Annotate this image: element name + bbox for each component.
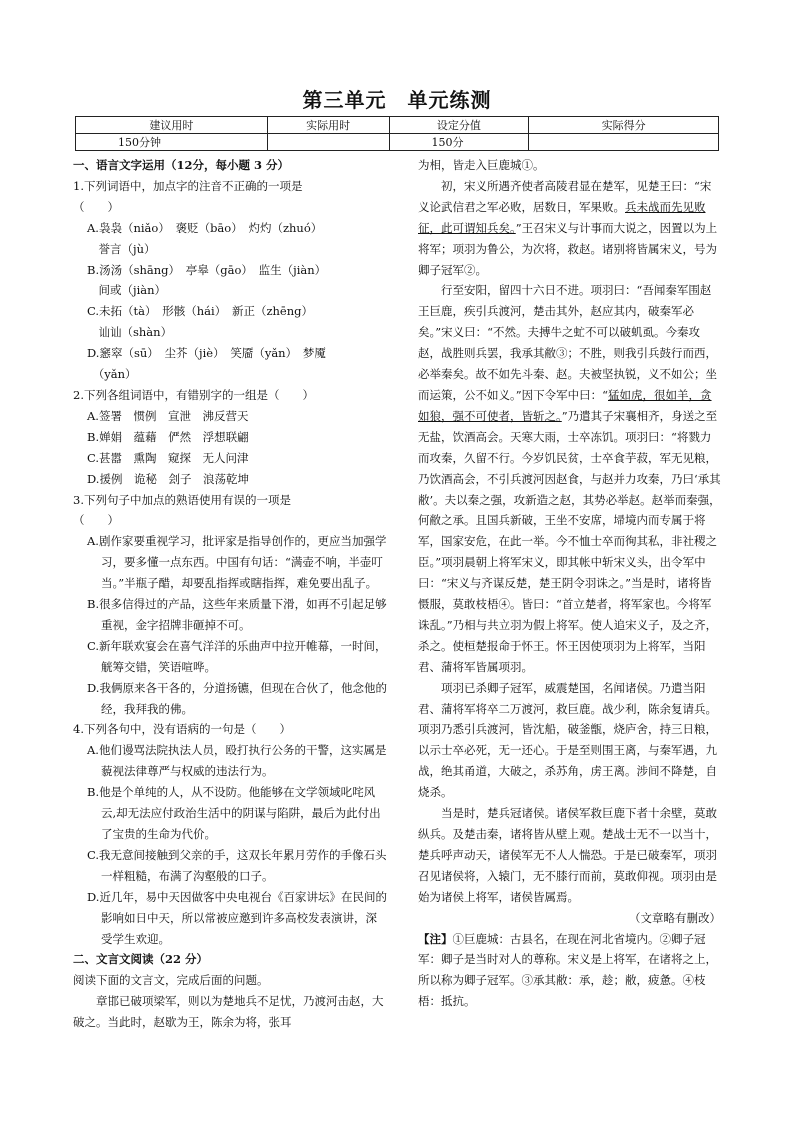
page-title: 第三单元 单元练测 — [302, 88, 492, 112]
passage-paragraph-1-cont: 为相，皆走入巨鹿城①。 — [418, 158, 545, 172]
question-1-blank: （ ） — [73, 199, 119, 214]
section-heading-classical: 二、文言文阅读（22 分） — [73, 952, 209, 967]
value-set-score-text: 150分 — [431, 136, 464, 149]
passage-paragraph-5: 当是时，楚兵冠诸侯。诸侯军救巨鹿下者十余壁，莫敢纵兵。及楚击秦，诸将皆从壁上观。楚战士无不一以当十，楚兵呼声动天，诸侯军无不人人惴恐。于是已破秦军，项羽召见诸侯将，入辕门，无不膝行而前，莫敢仰视。项羽由是始为诸侯上将军，诸侯皆属焉。 — [418, 806, 717, 904]
value-set-score — [389, 134, 529, 151]
question-4: 4.下列各句中，没有语病的一句是（ ） — [73, 722, 291, 737]
question-2-option-b: B.婵娟 蕴藉 俨然 浮想联翩 — [87, 429, 249, 444]
annotation-label: 【注】 — [418, 931, 453, 946]
question-1-option-a-cont: 誉言（jù） — [87, 241, 156, 256]
underlined-sentence-1: 兵未战而先见败征，此可谓知兵矣。 — [418, 199, 706, 235]
time-score-table — [75, 116, 719, 151]
header-actual-score: 实际得分 — [529, 117, 719, 134]
section-heading-language: 一、语言文字运用（12分，每小题 3 分） — [73, 158, 290, 172]
value-suggested-time — [76, 134, 268, 151]
value-suggested-time-text: 150分钟 — [118, 136, 161, 149]
question-3-option-d: D.我俩原来各干各的，分道扬镳，但现在合伙了，他念他的经，我拜我的佛。 — [87, 680, 387, 716]
question-4-option-d: D.近几年，易中天因做客中央电视台《百家讲坛》在民间的影响如日中天，所以常被应邀到许多高校发表演讲，深受学生欢迎。 — [87, 889, 387, 946]
annotation-text: ①巨鹿城：古县名，在现在河北省境内。②卿子冠军：卿子是当时对人的尊称。宋义是上将军，在诸将之上，所以称为卿子冠军。③承其敝：承，趁；敝，疲惫。④枝梧：抵抗。 — [418, 931, 717, 1009]
question-4-option-a: A.他们谩骂法院执法人员，殴打执行公务的干警，这实属是藐视法律尊严与权威的违法行为。 — [87, 743, 387, 779]
question-3-option-c: C.新年联欢宴会在喜气洋洋的乐曲声中拉开帷幕，一时间，觥筹交错，笑语喧哗。 — [87, 638, 387, 674]
right-column — [418, 155, 721, 1012]
question-1-option-c: C.未拓（tà） 形骸（hái） 新正（zhēng） — [87, 304, 314, 319]
question-2-option-d: D.援例 诡秘 刽子 浪荡乾坤 — [87, 471, 249, 486]
question-2: 2.下列各组词语中，有错别字的一组是（ ） — [73, 387, 314, 402]
header-suggested-time: 建议用时 — [76, 117, 268, 134]
question-4-option-c: C.我无意间接触到父亲的手，这双长年累月劳作的手像石头一样粗糙，布满了沟壑般的口子。 — [87, 847, 387, 883]
question-1-option-c-cont: 讪讪（shàn） — [87, 325, 173, 340]
source-note: （文章略有删改） — [629, 910, 721, 925]
question-1-option-a: A.袅袅（niǎo） 褒贬（bāo） 灼灼（zhuó） — [87, 220, 323, 235]
header-set-score: 设定分值 — [389, 117, 529, 134]
value-actual-time[interactable] — [267, 134, 389, 151]
passage-paragraph-3-text-b: ”乃遣其子宋襄相齐，身送之至无盐，饮酒高会。天寒大雨，士卒冻饥。项羽曰：“将戮力而攻秦，久留不行。今岁饥民贫，士卒食芋菽，军无见粮，乃饮酒高会，不引兵渡河因赵食，与赵并力攻秦，乃曰‘承其敝’。夫以秦之强，攻新造之赵，其势必举赵。赵举而秦强，何敝之承。且国兵新破，王坐不安席，埽境内而专属于将军，国家安危，在此一举。今不恤士卒而徇其私，非社稷之臣。”项羽晨朝上将军宋义，即其帐中斩宋义头，出令军中曰：“宋义与齐谋反楚，楚王阴令羽诛之。”当是时，诸将皆慑服，莫敢枝梧④。皆曰：“首立楚者，将军家也。今将军诛乱。”乃相与共立羽为假上将军。使人追宋义子，及之齐，杀之。使桓楚报命于怀王。怀王因使项羽为上将军，当阳君、蒲将军皆属项羽。 — [418, 408, 721, 674]
passage-paragraph-3-text-a: 行至安阳，留四十六日不进。项羽曰：“吾闻秦军围赵王巨鹿，疾引兵渡河，楚击其外，赵应其内，破秦军必矣。”宋义曰：“不然。夫搏牛之虻不可以破虮虱。今秦攻赵，战胜则兵罢，我承其敝③；不胜，则我引兵鼓行而西，必举秦矣。故不如先斗秦、赵。夫被坚执锐，义不如公；坐而运策，公不如义。”因下令军中曰：“ — [418, 283, 717, 402]
question-3-option-b: B.很多信得过的产品，这些年来质量下滑，如再不引起足够重视，金字招牌非砸掉不可。 — [87, 597, 387, 632]
value-actual-score[interactable] — [529, 134, 719, 151]
passage-paragraph-3 — [418, 280, 721, 677]
passage-paragraph-2 — [418, 176, 721, 281]
left-column — [73, 155, 388, 1033]
question-1: 1.下列词语中，加点字的注音不正确的一项是 — [73, 178, 303, 193]
question-1-option-d: D.窸窣（sū） 尘芥（jiè） 笑靥（yǎn） 梦魇 — [87, 346, 326, 361]
question-1-option-b: B.汤汤（shāng） 亭皋（gāo） 监生（jiàn） — [87, 262, 327, 277]
question-3-option-a: A.剧作家要重视学习，批评家是指导创作的，更应当加强学习，要多懂一点东西。中国有句话：“满壶不响，半壶叮当。”半瓶子醋，却要乱指挥或瞎指挥，难免要出乱子。 — [87, 534, 387, 591]
underlined-sentence-2: 猛如虎，很如羊，贪如狼，强不可使者，皆斩之。 — [418, 387, 712, 423]
passage-paragraph-4: 项羽已杀卿子冠军，威震楚国，名闻诸侯。乃遣当阳君、蒲将军将卒二万渡河，救巨鹿。战少利，陈余复请兵。项羽乃悉引兵渡河，皆沈船，破釜甑，烧庐舍，持三日粮，以示士卒必死，无一还心。于是至则围王离，与秦军遇，九战，绝其甬道，大破之，杀苏角，虏王离。涉间不降楚，自烧杀。 — [418, 680, 717, 800]
question-2-option-a: A.签署 惯例 宣泄 沸反营天 — [87, 408, 249, 423]
question-3: 3.下列句子中加点的熟语使用有误的一项是 — [73, 492, 291, 507]
passage-paragraph-1: 章邯已破项梁军，则以为楚地兵不足忧，乃渡河击赵，大破之。当此时，赵歇为王，陈余为将，张耳 — [73, 994, 384, 1030]
passage-paragraph-2-text-a: 初，宋义所遇齐使者高陵君显在楚军，见楚王曰：“宋义论武信君之军必败，居数日，军果败。 — [418, 178, 712, 214]
header-actual-time: 实际用时 — [267, 117, 389, 134]
question-4-option-b: B.他是个单纯的人，从不设防。他能够在文学领域叱咤风云,却无法应付政治生活中的阴谋与陷阱，最后为此付出了宝贵的生命为代价。 — [87, 785, 381, 841]
question-1-option-b-cont: 间或（jiàn） — [87, 283, 167, 298]
question-3-blank: （ ） — [73, 513, 119, 528]
question-2-option-c: C.甚嚣 熏陶 窥探 无人问津 — [87, 450, 249, 465]
passage-paragraph-2-text-b: ”王召宋义与计事而大说之，因置以为上将军；项羽为鲁公，为次将，救赵。诸别将皆属宋义，号为卿子冠军②。 — [418, 220, 718, 277]
question-1-option-d-cont: （yǎn） — [87, 367, 137, 382]
reading-instruction: 阅读下面的文言文，完成后面的问题。 — [73, 973, 269, 988]
annotation-note — [418, 929, 721, 1013]
